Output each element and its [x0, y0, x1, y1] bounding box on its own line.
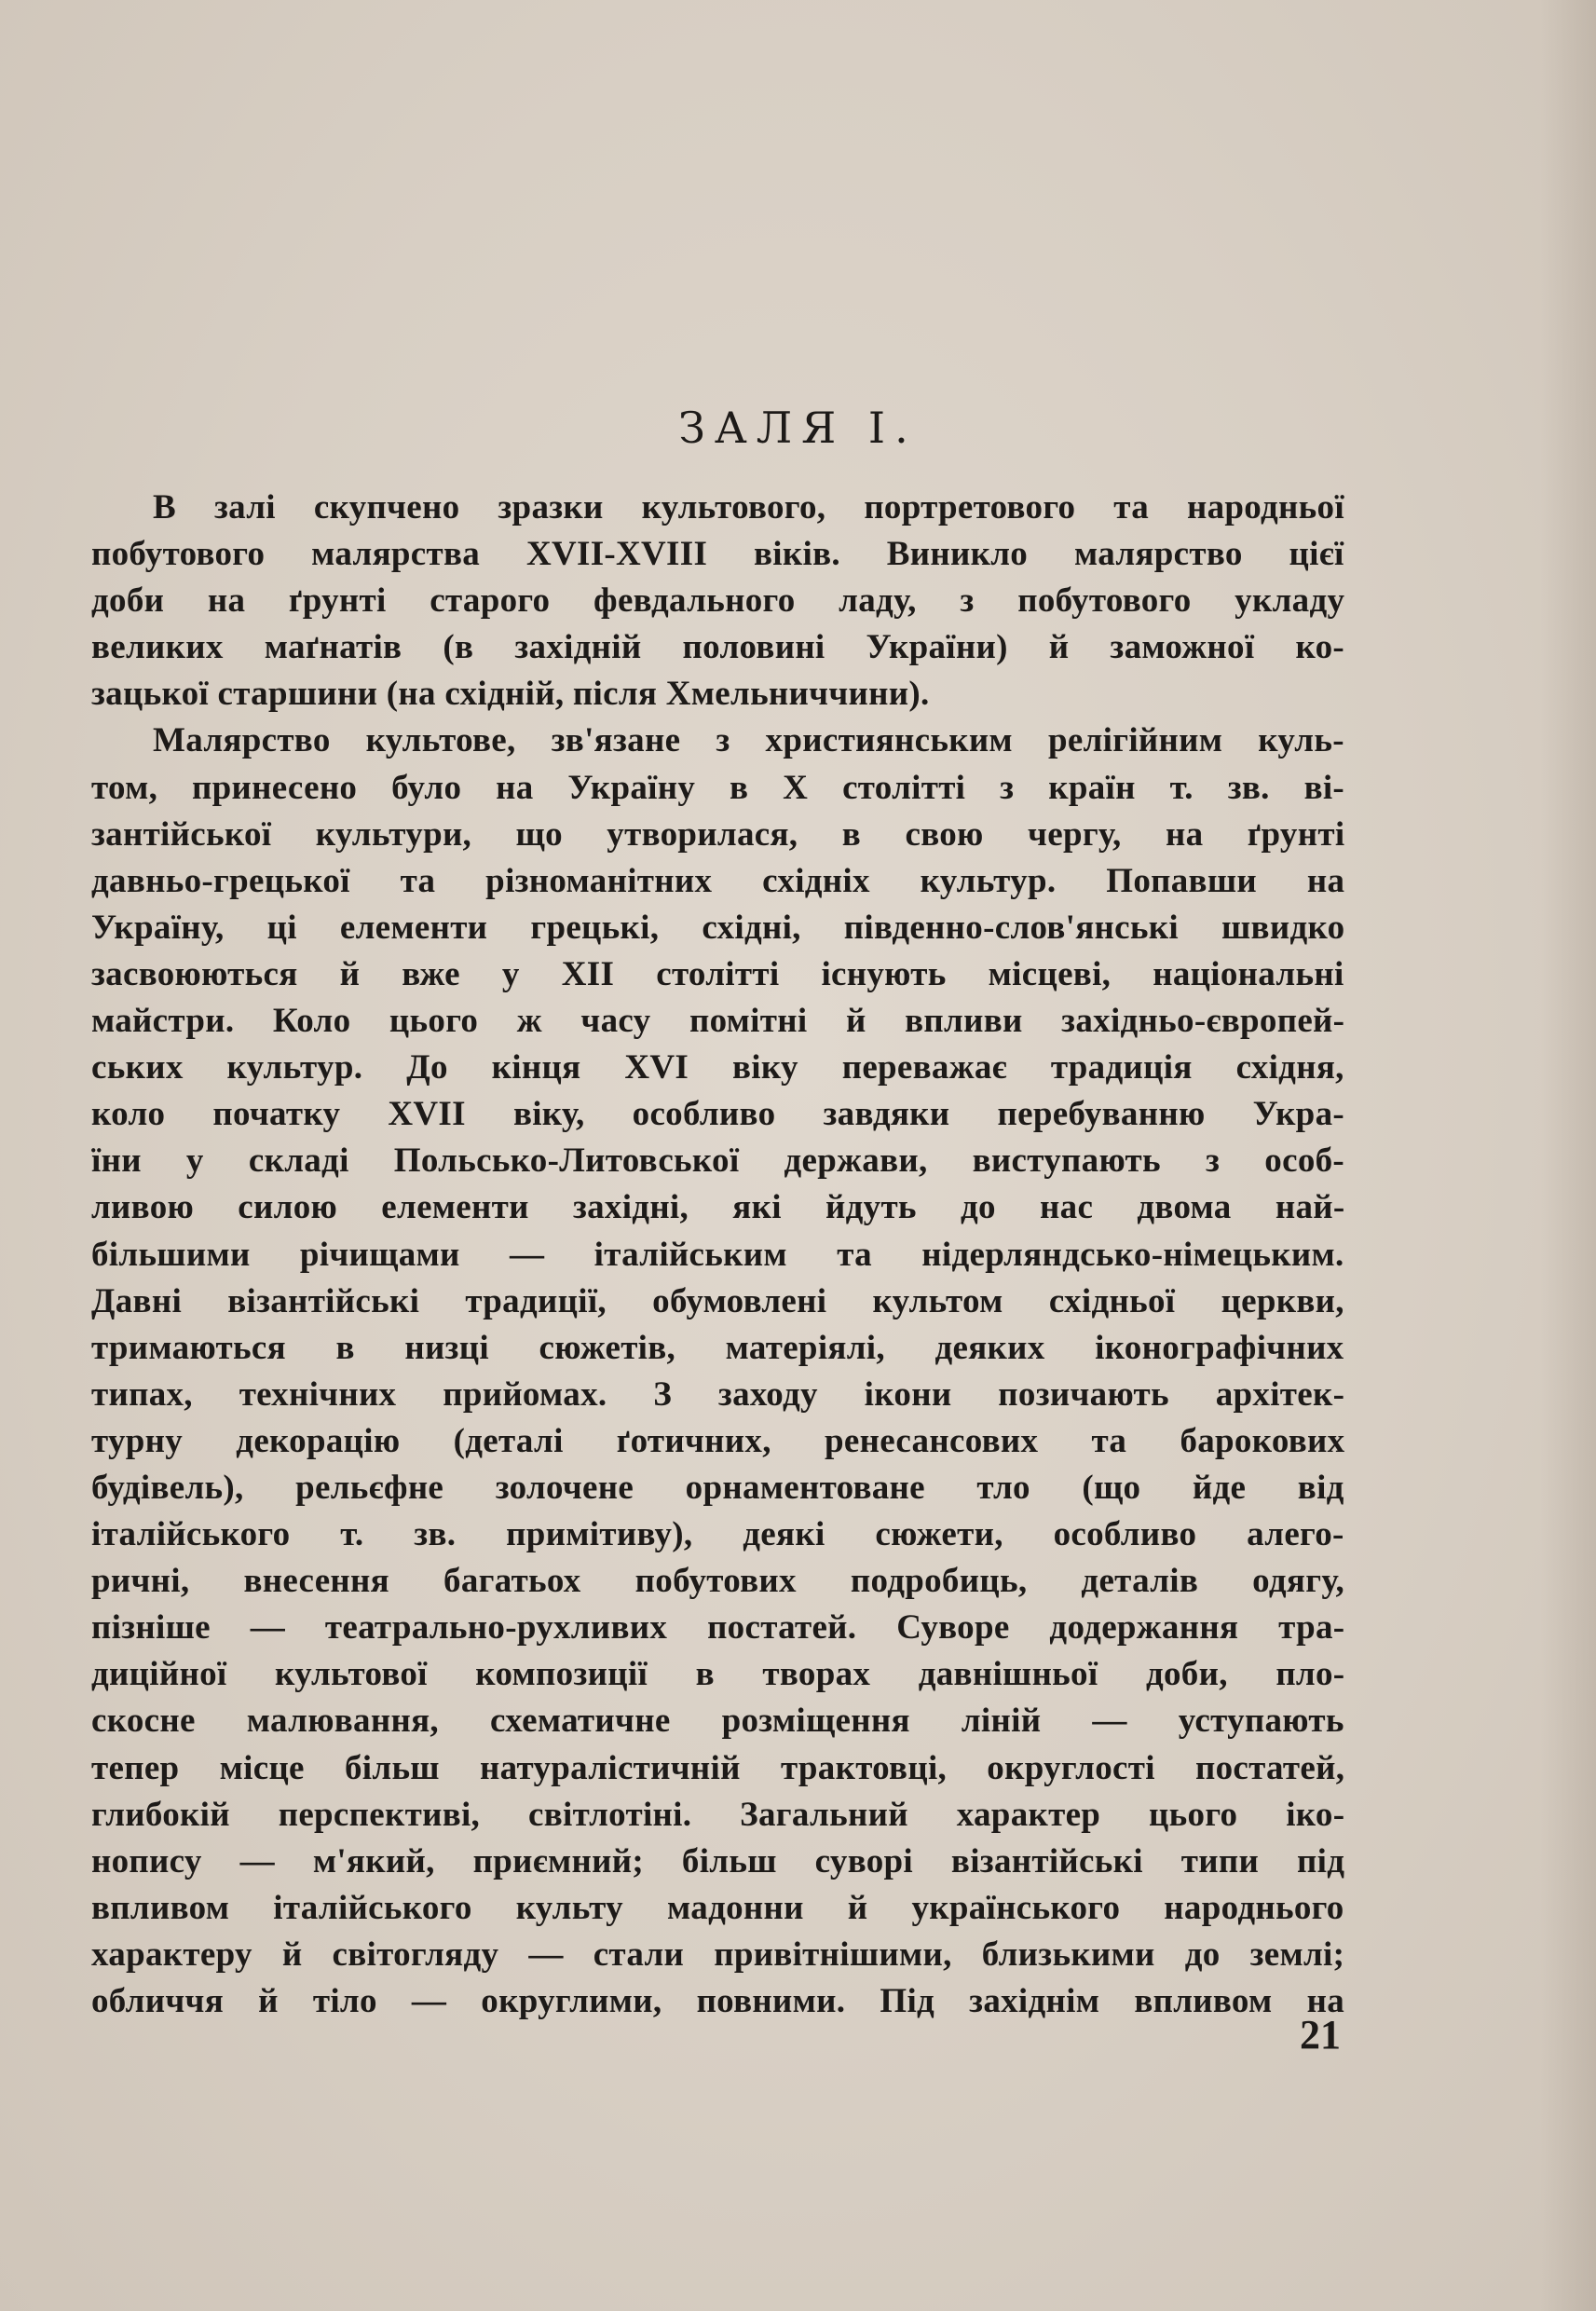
- text-line: будівель), рельєфне золочене орнаментоване тло (що йде від: [91, 1468, 1344, 1507]
- text-line: том, принесено було на Україну в Х столітті з країн т. зв. ві-: [91, 768, 1345, 807]
- text-line: диційної культової композиції в творах давнішньої доби, пло-: [91, 1655, 1345, 1694]
- text-line: Малярство культове, зв'язане з християнським релігійним куль-: [153, 721, 1344, 760]
- text-line: тримаються в низці сюжетів, матеріялі, деяких іконографічних: [91, 1328, 1344, 1367]
- text-line: пізніше — театрально-рухливих постатей. Суворе додержання тра-: [91, 1608, 1345, 1648]
- text-line: ливою силою елементи західні, які йдуть до нас двома най-: [91, 1188, 1345, 1227]
- text-line: зантійської культури, що утворилася, в свою чергу, на ґрунті: [91, 814, 1345, 854]
- text-line: майстри. Коло цього ж часу помітні й впливи західньо-європей-: [91, 1002, 1345, 1041]
- text-line: впливом італійського культу мадонни й українського народнього: [91, 1888, 1344, 1927]
- text-line: Давні візантійські традиції, обумовлені культом східньої церкви,: [91, 1281, 1344, 1320]
- text-line: нопису — м'який, приємний; більш суворі візантійські типи під: [91, 1841, 1345, 1880]
- text-line: скосне малювання, схематичне розміщення ліній — уступають: [91, 1702, 1344, 1741]
- page-number: 21: [1300, 2012, 1341, 2058]
- text-line: побутового малярства XVII-XVIII віків. Виникло малярство цієї: [91, 535, 1344, 574]
- text-line: В залі скупчено зразки культового, портретового та народньої: [153, 488, 1344, 526]
- text-line: турну декорацію (деталі ґотичних, ренесансових та барокових: [91, 1421, 1345, 1460]
- text-line: більшими річищами — італійським та нідерляндсько-німецьким.: [91, 1235, 1344, 1274]
- text-line: італійського т. зв. примітиву), деякі сюжети, особливо алего-: [91, 1515, 1344, 1554]
- body-text: [91, 485, 1344, 2025]
- text-line: давньо-грецької та різноманітних східніх культур. Попавши на: [91, 861, 1345, 900]
- text-line: їни у складі Польсько-Литовської держави, виступають з особ-: [91, 1142, 1345, 1181]
- text-line: великих маґнатів (в західній половині України) й заможної ко-: [91, 628, 1345, 667]
- text-line: тепер місце більш натуралістичній трактовці, округлості постатей,: [91, 1748, 1345, 1787]
- text-line: ричні, внесення багатьох побутових подробиць, деталів одягу,: [91, 1562, 1344, 1601]
- text-line: доби на ґрунті старого февдального ладу, з побутового укладу: [91, 581, 1345, 621]
- page-edge-shadow: [1540, 0, 1596, 2311]
- text-line: типах, технічних прийомах. З заходу ікони позичають архітек-: [91, 1374, 1345, 1414]
- text-line: характеру й світогляду — стали привітнішими, близькими до землі;: [91, 1935, 1345, 1974]
- text-line: ських культур. До кінця XVI віку переважає традиція східня,: [91, 1048, 1344, 1087]
- text-line: коло початку XVII віку, особливо завдяки перебуванню Укра-: [91, 1095, 1344, 1134]
- text-line: зацької старшини (на східній, після Хмельниччини).: [91, 675, 930, 714]
- section-heading: ЗАЛЯ І.: [678, 403, 918, 453]
- text-line: засвоюються й вже у XII столітті існують місцеві, національні: [91, 954, 1344, 993]
- text-line: Україну, ці елементи грецькі, східні, південно-слов'янські швидко: [91, 908, 1345, 947]
- text-line: глибокій перспективі, світлотіні. Загальний характер цього іко-: [91, 1795, 1345, 1834]
- text-line: обличчя й тіло — округлими, повними. Під західнім впливом на: [91, 1982, 1345, 2020]
